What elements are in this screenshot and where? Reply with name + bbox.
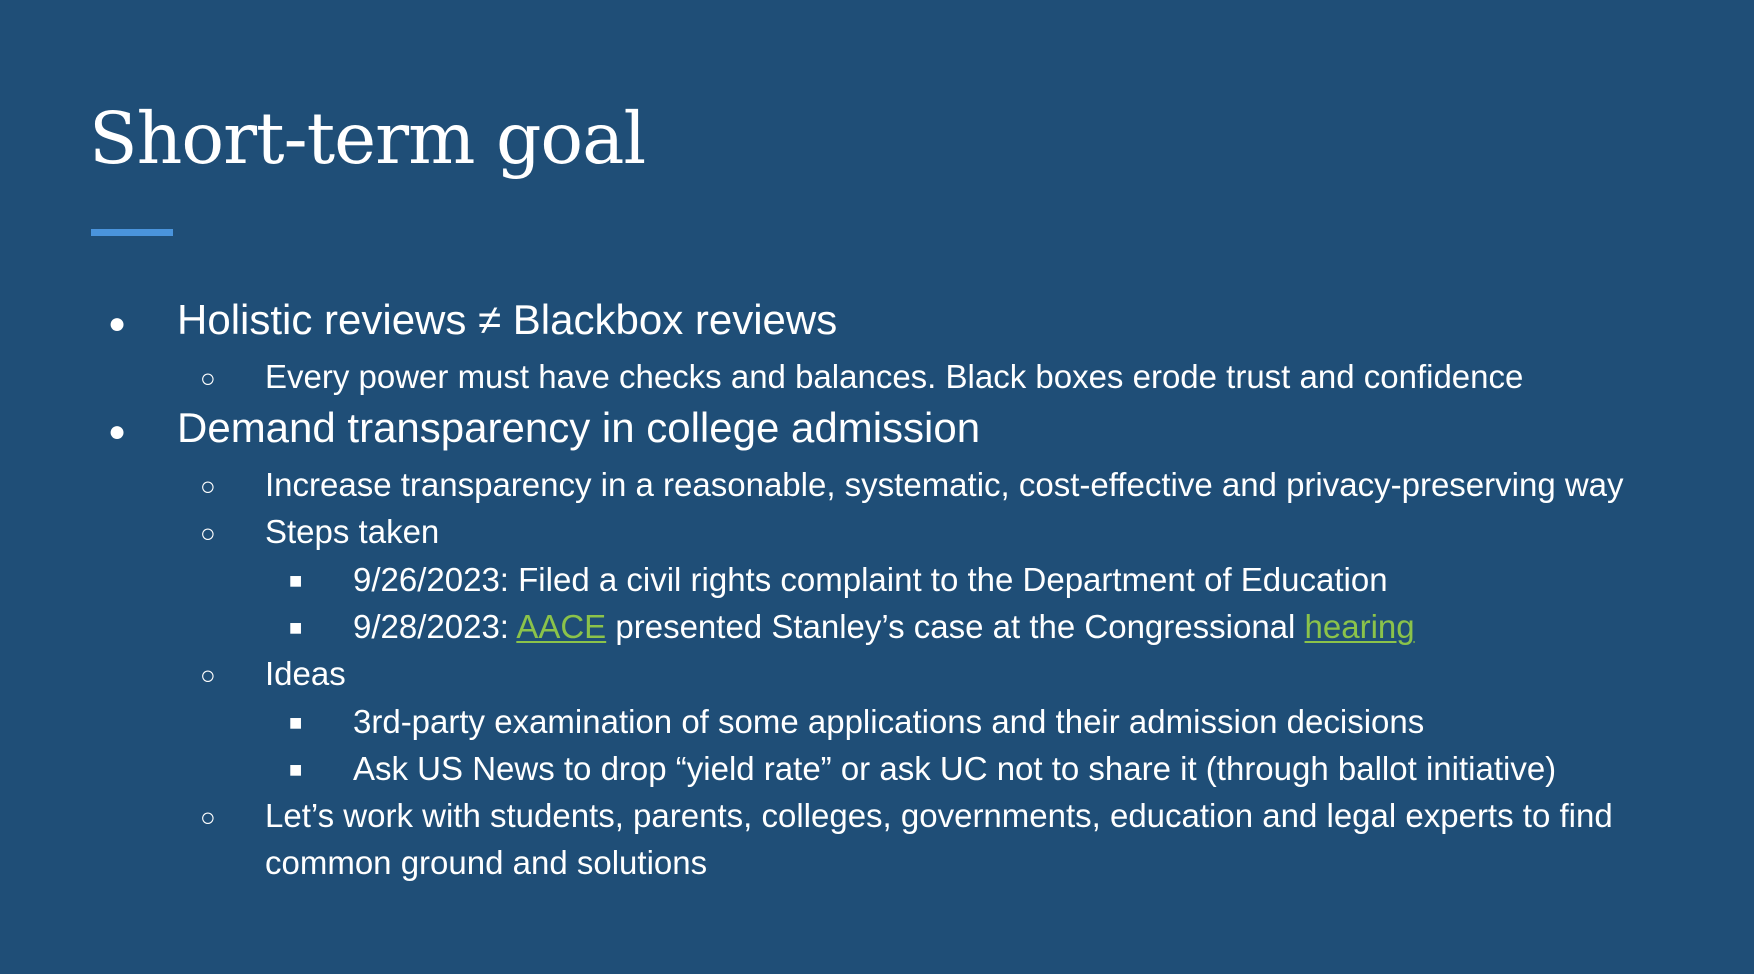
list-item-checks-and-balances: Every power must have checks and balances. Black boxes erode trust and confidence bbox=[265, 358, 1524, 395]
list-item-increase-transparency: Increase transparency in a reasonable, systematic, cost-effective and privacy-preserving way bbox=[265, 466, 1624, 503]
list-item-holistic-reviews: Holistic reviews ≠ Blackbox reviews bbox=[177, 296, 838, 343]
slide-title: Short-term goal bbox=[89, 97, 646, 180]
square-bullet-icon: ■ bbox=[289, 710, 303, 735]
sub-bullet-icon: ○ bbox=[200, 802, 216, 832]
hearing-link[interactable]: hearing bbox=[1304, 608, 1415, 645]
square-bullet-icon: ■ bbox=[289, 615, 303, 640]
square-bullet-icon: ■ bbox=[289, 757, 303, 782]
list-item-yield-rate: Ask US News to drop “yield rate” or ask UC not to share it (through ballot initiative) bbox=[353, 750, 1557, 787]
sub-bullet-icon: ○ bbox=[200, 660, 216, 690]
list-item-demand-transparency: Demand transparency in college admission bbox=[177, 404, 981, 451]
list-item-steps-taken: Steps taken bbox=[265, 513, 440, 550]
sub-bullet-icon: ○ bbox=[200, 363, 216, 393]
list-item-civil-rights-complaint: 9/26/2023: Filed a civil rights complaint to the Department of Education bbox=[353, 561, 1388, 598]
square-bullet-icon: ■ bbox=[289, 568, 303, 593]
sub-bullet-icon: ○ bbox=[200, 471, 216, 501]
sub-bullet-icon: ○ bbox=[200, 518, 216, 548]
aace-link[interactable]: AACE bbox=[516, 608, 607, 645]
date-prefix: 9/28/2023: bbox=[353, 608, 517, 645]
list-item-work-together-line-1: Let’s work with students, parents, colleges, governments, education and legal experts to find bbox=[265, 797, 1613, 834]
list-item-ideas: Ideas bbox=[265, 655, 346, 692]
list-item-work-together-line-2: common ground and solutions bbox=[265, 844, 708, 881]
bullet-icon: ● bbox=[108, 307, 127, 340]
hearing-text: presented Stanley’s case at the Congressional bbox=[606, 608, 1305, 645]
list-item-third-party-examination: 3rd-party examination of some applications and their admission decisions bbox=[353, 703, 1425, 740]
bullet-icon: ● bbox=[108, 415, 127, 448]
list-item-congressional-hearing bbox=[353, 608, 1415, 646]
